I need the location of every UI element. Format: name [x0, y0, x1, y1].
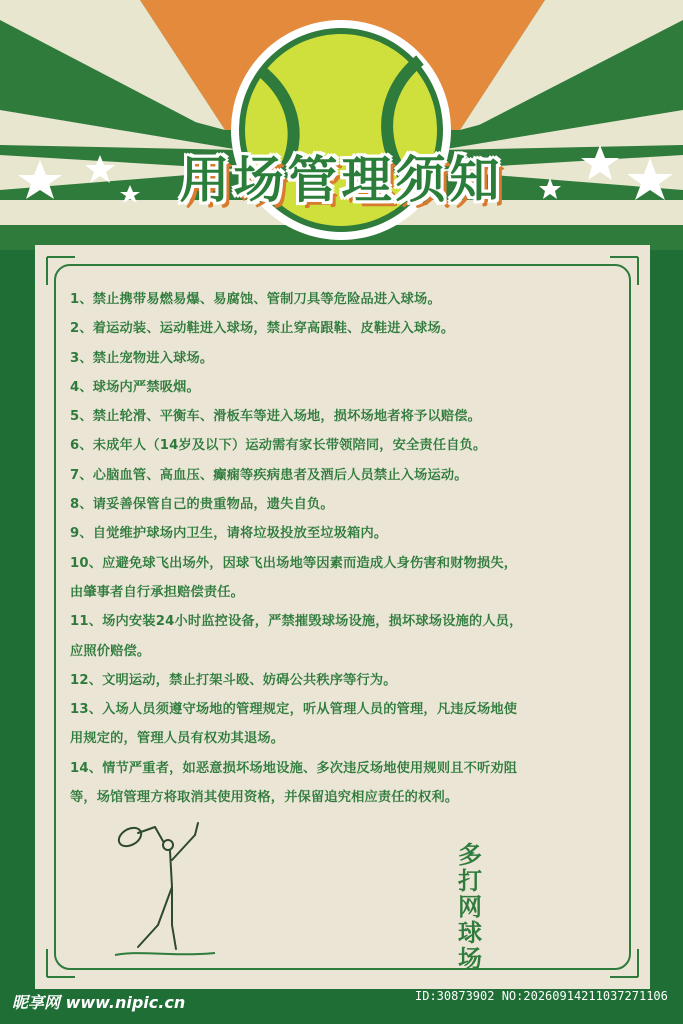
rule-item: 等，场馆管理方将取消其使用资格，并保留追究相应责任的权利。 [70, 790, 459, 806]
rule-item: 2、着运动装、运动鞋进入球场，禁止穿高跟鞋、皮鞋进入球场。 [70, 321, 455, 337]
rule-item: 由肇事者自行承担赔偿责任。 [70, 584, 245, 600]
slogan-text: 多打网球场 [458, 841, 482, 973]
rule-item: 11、场内安装24小时监控设备，严禁摧毁球场设施，损坏球场设施的人员， [70, 614, 523, 630]
rule-item: 用规定的，管理人员有权劝其退场。 [70, 731, 285, 747]
rule-item: 14、情节严重者，如恶意损坏场地设施、多次违反场地使用规则且不听劝阻 [70, 760, 518, 776]
watermark-id: ID:30873902 NO:20260914211037271106 [415, 989, 668, 1003]
rule-item: 应照价赔偿。 [70, 643, 151, 659]
title-wrap [0, 140, 683, 212]
poster-title: 用场管理须知 [179, 151, 504, 209]
rule-item: 12、文明运动，禁止打架斗殴、妨碍公共秩序等行为。 [70, 672, 397, 688]
rules-list [70, 285, 615, 812]
rule-item: 13、入场人员须遵守场地的管理规定，听从管理人员的管理，凡违反场地使 [70, 702, 518, 718]
tennis-player-icon [110, 815, 220, 965]
watermark-site: 昵享网 www.nipic.cn [12, 993, 186, 1012]
rule-item: 1、禁止携带易燃易爆、易腐蚀、管制刀具等危险品进入球场。 [70, 292, 441, 307]
rule-item: 4、球场内严禁吸烟。 [70, 379, 200, 395]
rule-item: 6、未成年人（14岁及以下）运动需有家长带领陪同，安全责任自负。 [70, 438, 487, 454]
rule-item: 7、心脑血管、高血压、癫痫等疾病患者及酒后人员禁止入场运动。 [70, 467, 468, 483]
rule-item: 9、自觉维护球场内卫生，请将垃圾投放至垃圾箱内。 [70, 526, 388, 542]
rule-item: 3、禁止宠物进入球场。 [70, 350, 214, 366]
rule-item: 5、禁止轮滑、平衡车、滑板车等进入场地，损坏场地者将予以赔偿。 [70, 409, 481, 425]
rule-item: 8、请妥善保管自己的贵重物品，遗失自负。 [70, 497, 334, 513]
rule-item: 10、应避免球飞出场外，因球飞出场地等因素而造成人身伤害和财物损失， [70, 555, 518, 571]
top-banner [0, 0, 683, 250]
